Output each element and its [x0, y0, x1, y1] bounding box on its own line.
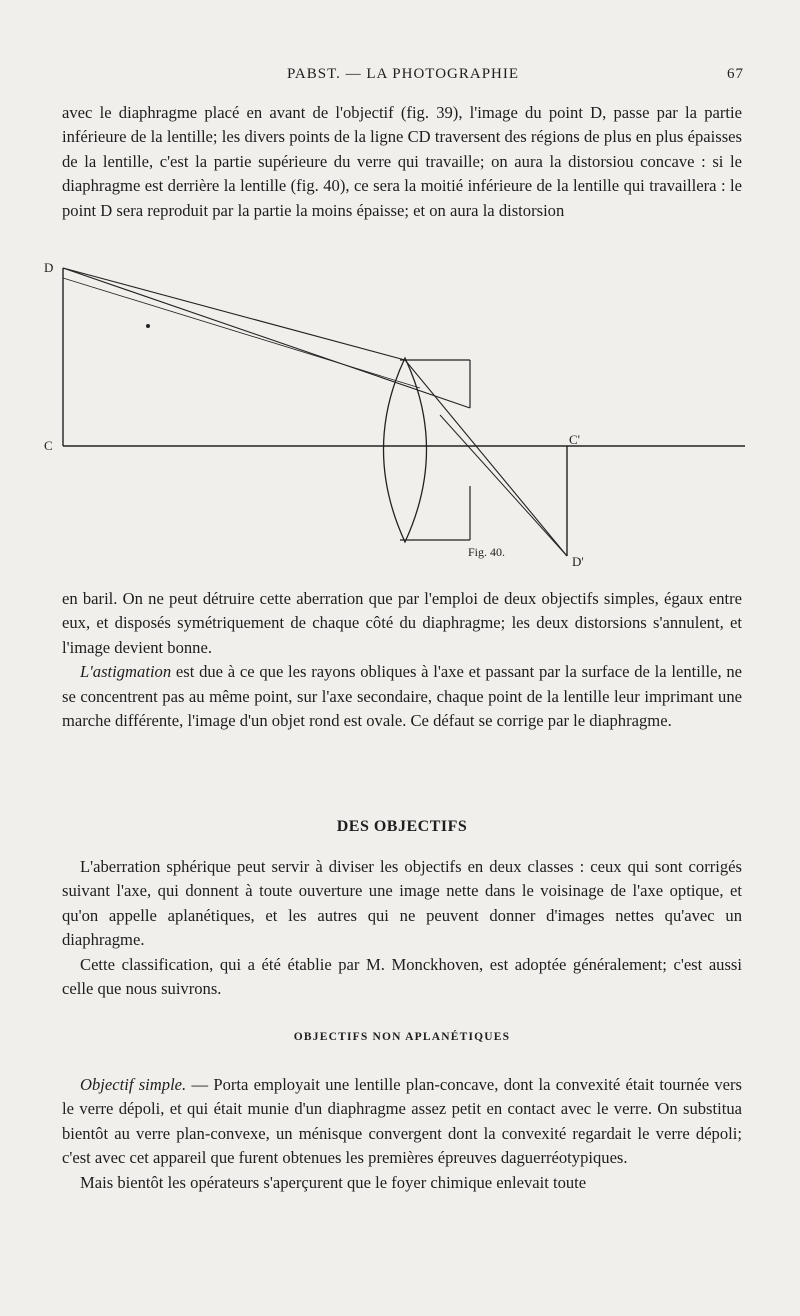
paragraph-objectif-simple — [62, 1073, 742, 1171]
text-block-objectifs — [62, 855, 742, 1001]
term-astigmation: L'astigmation — [80, 662, 172, 682]
label-d-prime: D' — [572, 554, 584, 569]
point-marker — [146, 324, 150, 328]
term-objectif-simple: Objectif simple. — [80, 1075, 187, 1094]
section-heading: DES OBJECTIFS — [336, 818, 468, 835]
figure-caption: Fig. 40. — [468, 545, 506, 559]
label-c: C — [44, 438, 53, 453]
paragraph-aberration: L'aberration sphérique peut servir à diviser les objectifs en deux classes : ceux qui sont corrigés suivant l'axe, qui donnent à toute ouverture une image nette dans le voisinage de l'axe optique, et qu'on appelle aplanétiques, et les autres qui ne peuvent donner d'images nettes qu'avec un diaphragme. — [62, 857, 742, 950]
label-c-prime: C' — [569, 432, 581, 447]
ray-middle — [63, 278, 420, 388]
paragraph-astigmation — [62, 660, 742, 733]
subsection-heading: OBJECTIFS NON APLANÉTIQUES — [293, 1031, 511, 1043]
figure-40-diagram — [0, 0, 800, 590]
running-title: PABST. — LA PHOTOGRAPHIE — [286, 66, 520, 82]
ray-upper — [63, 268, 405, 360]
paragraph-classification: Cette classification, qui a été établie par M. Monckhoven, est adoptée généralement; c'est aussi celle que nous suivrons. — [62, 954, 742, 999]
text-block-bottom — [62, 1073, 742, 1195]
astigmation-text: est due à ce que les rayons obliques à l'axe et passant par la surface de la lentille, ne se concentrent pas au même point, sur l'axe secondaire, chaque point de la lentille leur imprimant une marche différente, l'image d'un objet rond est ovale. Ce défaut se corrige par le diaphragme. — [62, 662, 742, 731]
ray-refracted-upper — [405, 360, 567, 556]
label-d: D — [44, 260, 54, 275]
text-block-middle — [62, 587, 742, 733]
objectif-simple-text: — Porta employait une lentille plan-concave, dont la convexité était tournée vers le verre dépoli, et qui était munie d'un diaphragme assez petit en contact avec le verre. On substitua bientôt au verre plan-convexe, un ménisque convergent dont la convexité regardait le verre dépoli; c'est avec cet appareil que furent obtenues les premières épreuves daguerréotypiques. — [62, 1075, 742, 1168]
ray-refracted-lower — [440, 415, 567, 556]
paragraph-foyer: Mais bientôt les opérateurs s'aperçurent que le foyer chimique enlevait toute — [80, 1172, 587, 1192]
page-number: 67 — [727, 66, 744, 82]
paragraph-baril: en baril. On ne peut détruire cette aberration que par l'emploi de deux objectifs simples, égaux entre eux, et disposés symétriquement de chaque côté du diaphragme; les deux distorsions s'annulent, et l'image devient bonne. — [62, 589, 742, 657]
ray-lower — [63, 268, 470, 408]
paragraph-distortion: avec le diaphragme placé en avant de l'objectif (fig. 39), l'image du point D, passe par la partie inférieure de la lentille; les divers points de la ligne CD traversent des régions de plus en plus épaisses de la lentille, c'est la partie supérieure du verre qui travaille; on aura la distorsiou concave : si le diaphragme est derrière la lentille (fig. 40), ce sera la moitié inférieure de la lentille qui travaillera : le point D sera reproduit par la partie la moins épaisse; et on aura la distorsion — [62, 103, 742, 220]
